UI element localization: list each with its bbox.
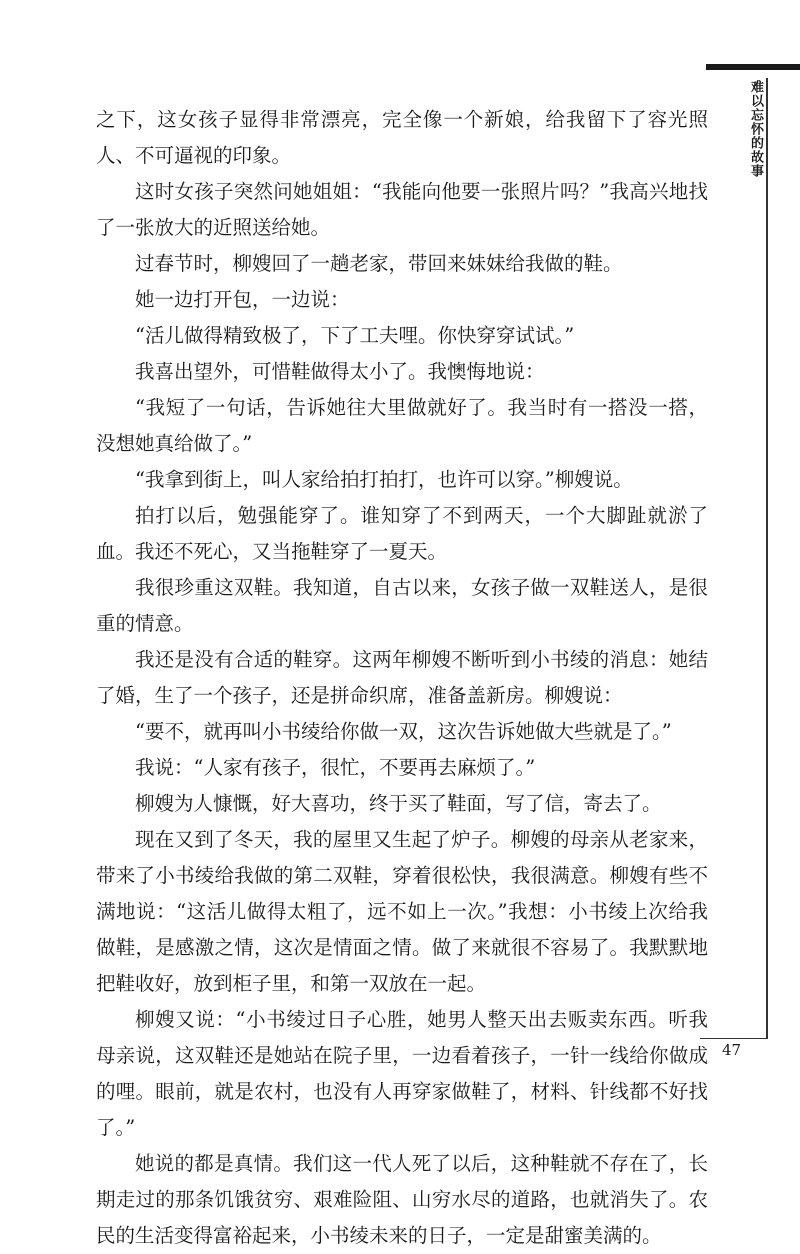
body-paragraph: 我很珍重这双鞋。我知道，自古以来，女孩子做一双鞋送人，是很重的情意。	[96, 576, 708, 635]
body-paragraph: 现在又到了冬天，我的屋里又生起了炉子。柳嫂的母亲从老家来，带来了小书绫给我做的第二双鞋，穿着很松快，我很满意。柳嫂有些不满地说：“这活儿做得太粗了，远不如上一次。”我想：小书绫上次给我做鞋，是感激之情，这次是情面之情。做了来就很不容易了。我默默地把鞋收好，放到柜子里，和第一双放在一起。	[96, 828, 708, 995]
section-tab-title: 难以忘怀的故事	[748, 80, 763, 178]
page-body	[96, 102, 708, 1254]
body-paragraph: 柳嫂又说：“小书绫过日子心胜，她男人整天出去贩卖东西。听我母亲说，这双鞋还是她站在院子里，一边看着孩子，一针一线给你做成的哩。眼前，就是农村，也没有人再穿家做鞋了，材料、针线都不好找了。”	[96, 1008, 708, 1139]
body-paragraph: 她一边打开包，一边说：	[135, 288, 350, 311]
body-paragraph: “活儿做得精致极了，下了工夫哩。你快穿穿试试。”	[135, 324, 575, 347]
body-paragraph: 我喜出望外，可惜鞋做得太小了。我懊悔地说：	[135, 360, 545, 383]
body-paragraph: 过春节时，柳嫂回了一趟老家，带回来妹妹给我做的鞋。	[135, 252, 623, 275]
margin-rule	[766, 78, 768, 1038]
body-paragraph: 柳嫂为人慷慨，好大喜功，终于买了鞋面，写了信，寄去了。	[135, 792, 662, 815]
page-number: 47	[722, 1041, 742, 1059]
body-paragraph: “我拿到街上，叫人家给拍打拍打，也许可以穿。”柳嫂说。	[135, 468, 633, 491]
body-paragraph: “我短了一句话，告诉她往大里做就好了。我当时有一搭没一搭，没想她真给做了。”	[96, 396, 708, 455]
header-rule	[706, 64, 800, 70]
body-paragraph: 我还是没有合适的鞋穿。这两年柳嫂不断听到小书绫的消息：她结了婚，生了一个孩子，还是拼命织席，准备盖新房。柳嫂说：	[96, 648, 708, 707]
body-paragraph: 拍打以后，勉强能穿了。谁知穿了不到两天，一个大脚趾就淤了血。我还不死心，又当拖鞋穿了一夏天。	[96, 504, 708, 563]
body-paragraph: “要不，就再叫小书绫给你做一双，这次告诉她做大些就是了。”	[135, 720, 672, 743]
body-paragraph: 这时女孩子突然问她姐姐：“我能向他要一张照片吗？”我高兴地找了一张放大的近照送给她。	[96, 180, 708, 239]
body-paragraph: 我说：“人家有孩子，很忙，不要再去麻烦了。”	[135, 756, 536, 779]
body-paragraph: 她说的都是真情。我们这一代人死了以后，这种鞋就不存在了，长期走过的那条饥饿贫穷、艰难险阻、山穷水尽的道路，也就消失了。农民的生活变得富裕起来，小书绫未来的日子，一定是甜蜜美满的。	[96, 1152, 708, 1247]
body-paragraph: 之下，这女孩子显得非常漂亮，完全像一个新娘，给我留下了容光照人、不可逼视的印象。	[96, 108, 708, 167]
footer-rule	[700, 1038, 768, 1039]
